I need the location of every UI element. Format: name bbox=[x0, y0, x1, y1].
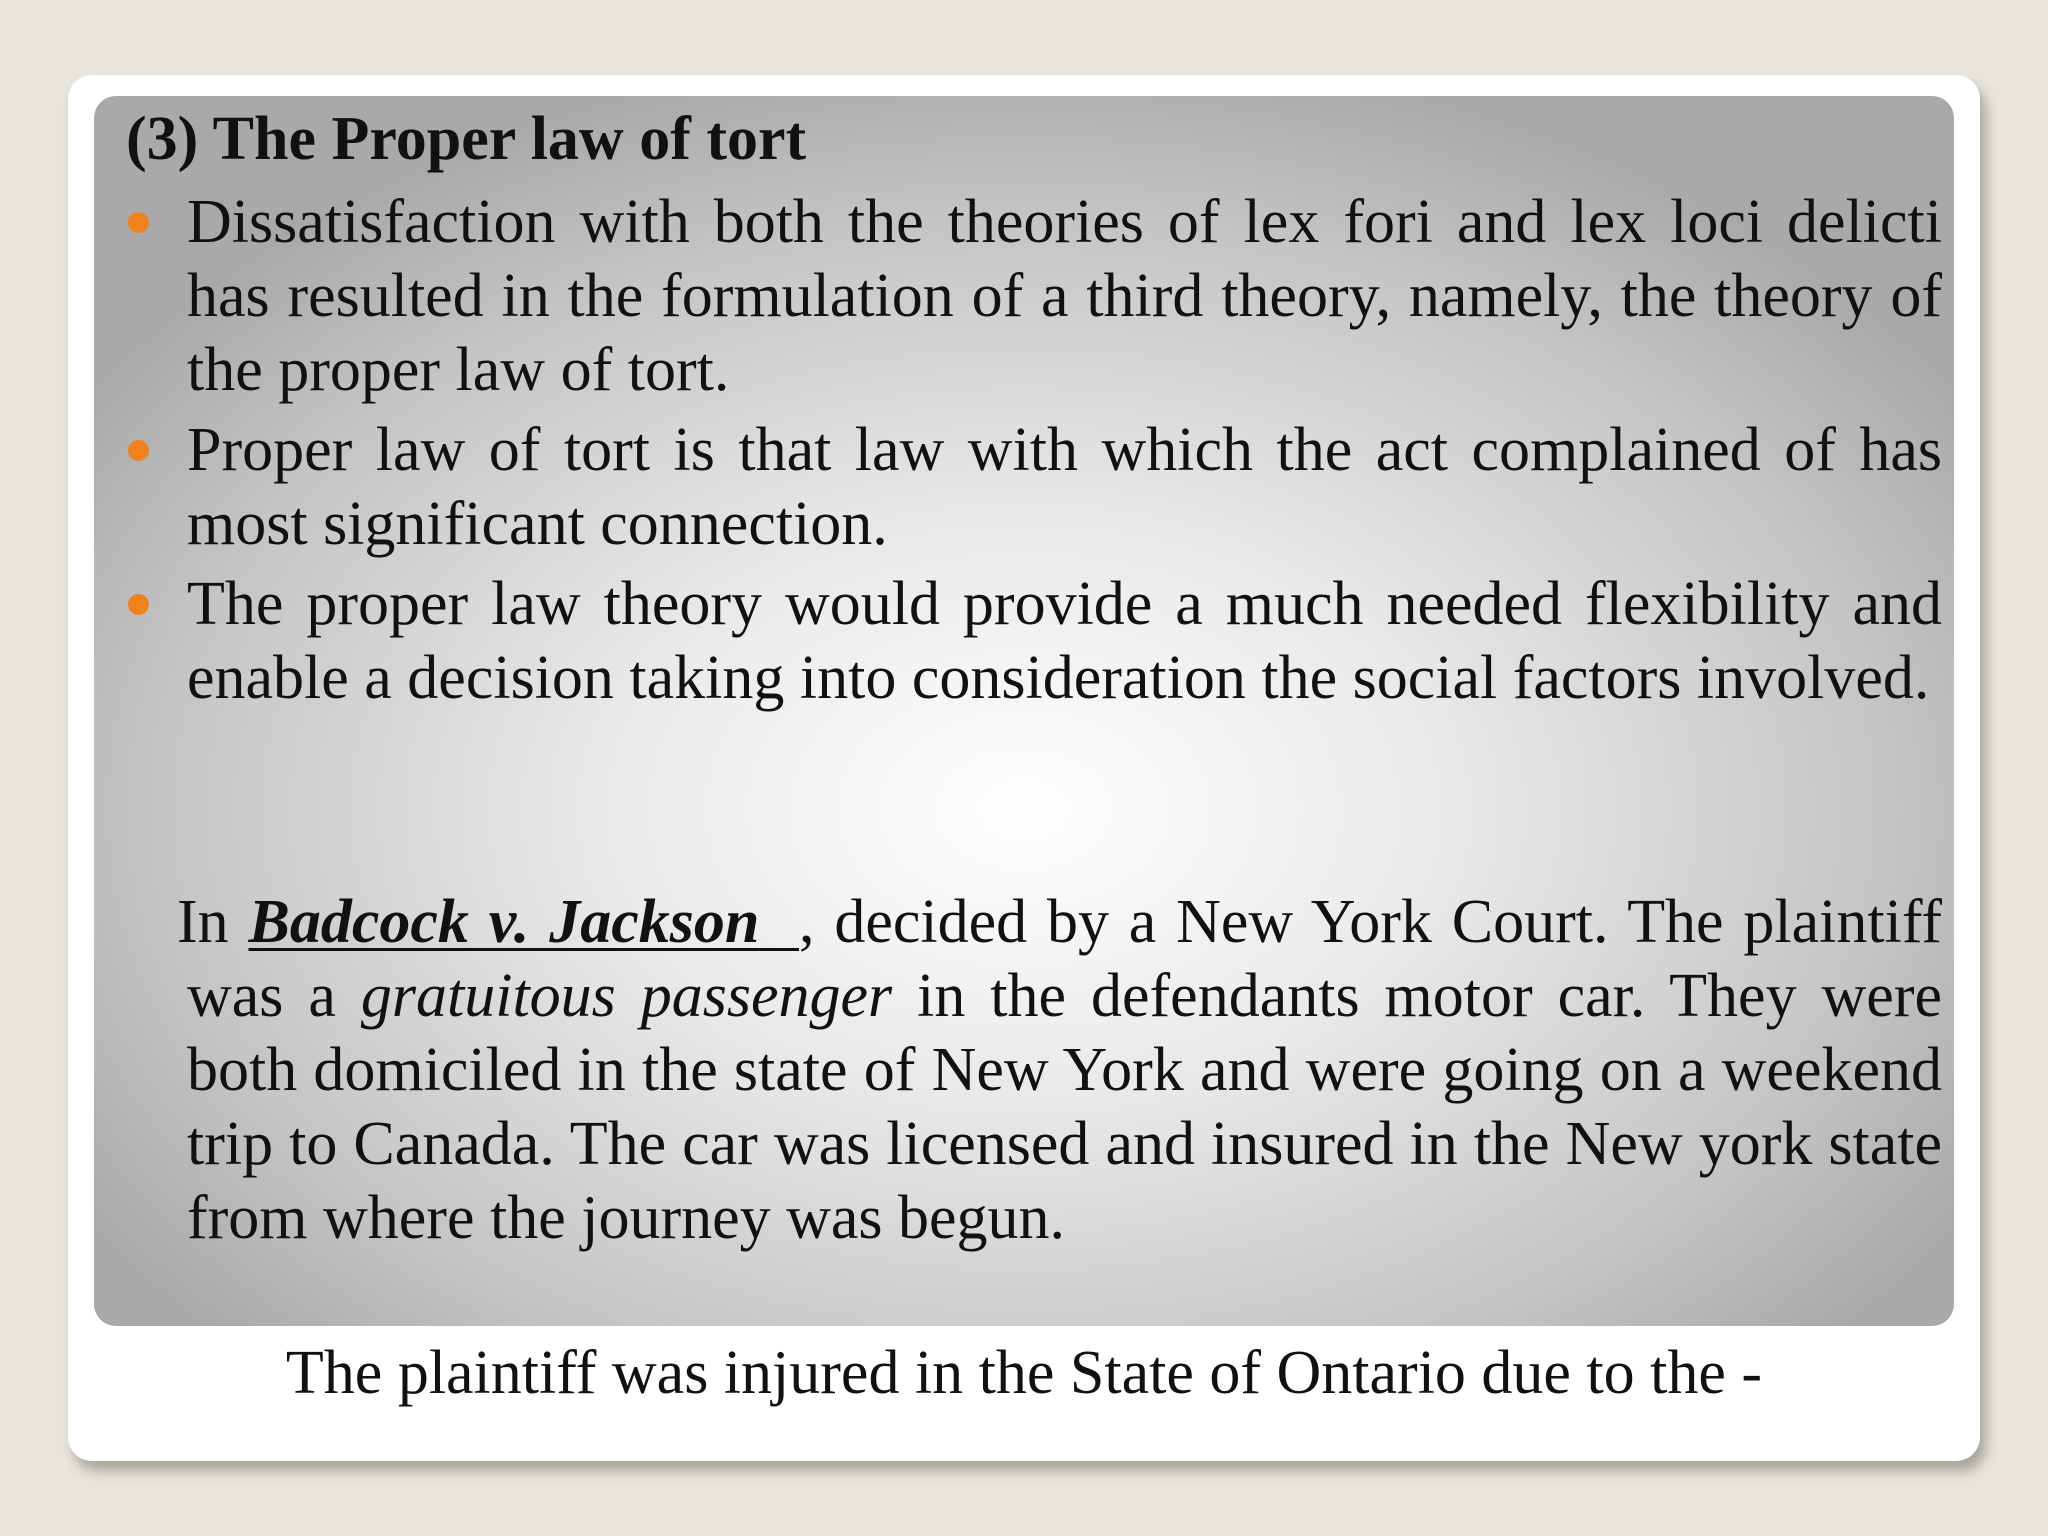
case-intro: In bbox=[177, 888, 249, 956]
case-paragraph bbox=[120, 885, 1942, 1255]
case-rest: in the defendants motor car. They were both domiciled in the state of New York and were going on a weekend trip to Canada. The car was licensed and insured in the New york state from where the journey was begun. bbox=[187, 962, 1942, 1252]
bullet-text: Dissatisfaction with both the theories of lex fori and lex loci delicti has resulted in the formulation of a third theory, namely, the theory of the proper law of tort. bbox=[187, 188, 1942, 404]
bullet-item bbox=[120, 567, 1942, 715]
bullet-text: Proper law of tort is that law with which the act complained of has most significant connection. bbox=[187, 416, 1942, 558]
bullet-item bbox=[120, 185, 1942, 407]
bullet-dot-icon bbox=[128, 212, 149, 233]
bullet-dot-icon bbox=[128, 440, 149, 461]
case-name-underline-pad bbox=[759, 888, 799, 956]
bullet-list bbox=[120, 185, 1942, 721]
slide-title: (3) The Proper law of tort bbox=[126, 105, 807, 173]
case-after-name: , decided by a New York Court. The plaintiff was a bbox=[187, 888, 1942, 1030]
bullet-item bbox=[120, 413, 1942, 561]
case-name: Badcock v. Jackson bbox=[248, 888, 760, 956]
bullet-text: The proper law theory would provide a much needed flexibility and enable a decision taking into consideration the social factors involved. bbox=[187, 570, 1942, 712]
bullet-dot-icon bbox=[128, 594, 149, 615]
gratuitous-passenger: gratuitous passenger bbox=[360, 962, 893, 1030]
footer-line: The plaintiff was injured in the State of Ontario due to the - bbox=[285, 1339, 1763, 1407]
